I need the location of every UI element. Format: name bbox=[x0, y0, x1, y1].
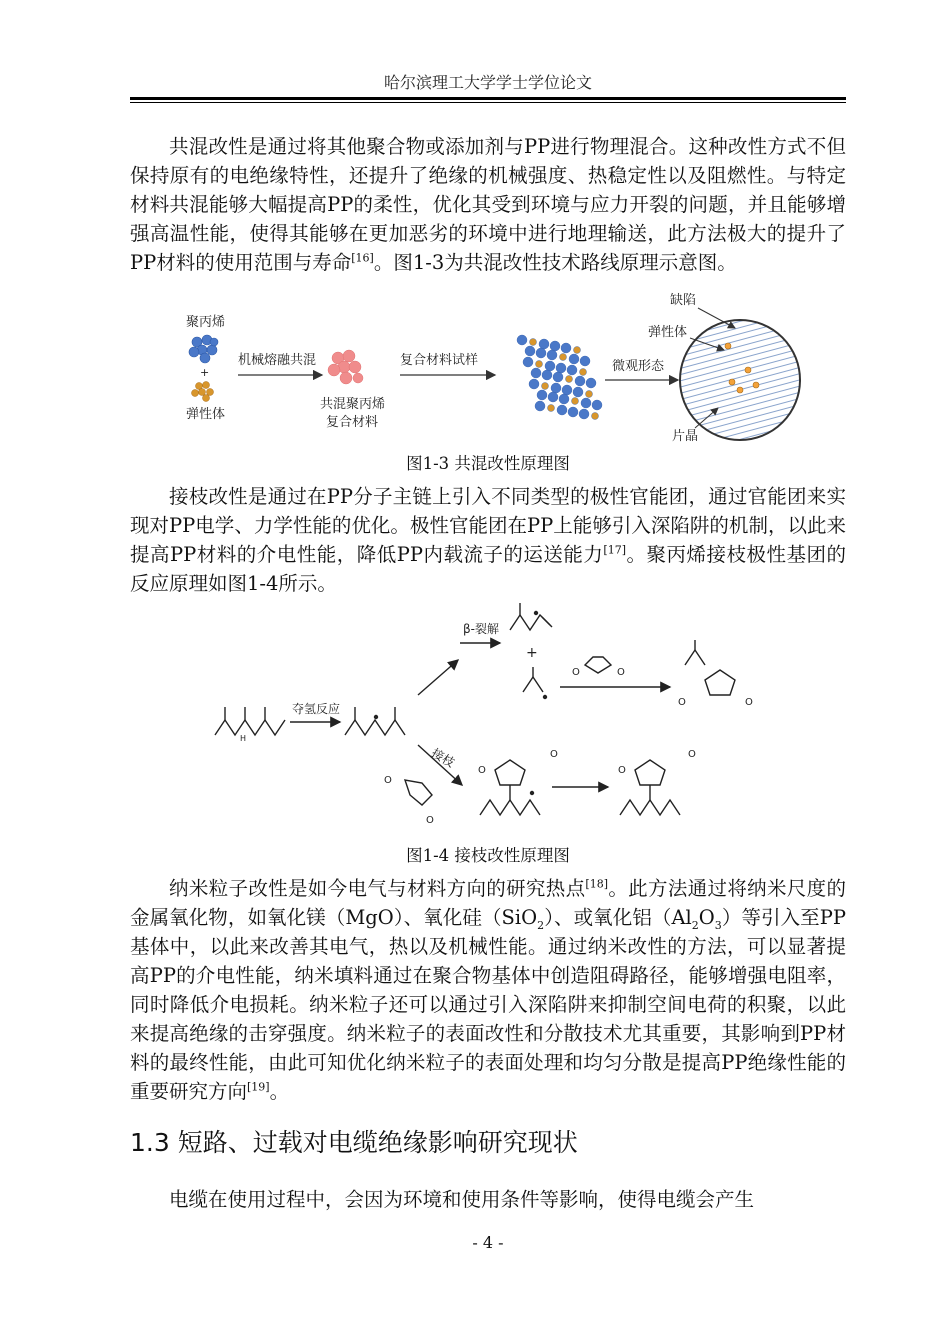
pp-particle bbox=[556, 363, 566, 373]
microstructure-circle bbox=[680, 320, 800, 440]
fragment-radical bbox=[544, 696, 547, 699]
label-oxygen: O bbox=[618, 765, 626, 776]
product-ring-top bbox=[705, 670, 735, 695]
paragraph-blending bbox=[130, 132, 846, 277]
subscript: 2 bbox=[537, 918, 545, 932]
pp-particle bbox=[545, 361, 555, 371]
paragraph-cable bbox=[130, 1185, 846, 1214]
elastomer-particle bbox=[560, 354, 567, 361]
label-oxygen: O bbox=[384, 775, 392, 786]
radical-fragment bbox=[523, 677, 543, 692]
paragraph-nanoparticle bbox=[130, 874, 846, 1106]
label-h-atom: H bbox=[240, 734, 247, 743]
paragraph-text: 。图1-3为共混改性技术路线原理示意图。 bbox=[373, 251, 737, 274]
pp-particle bbox=[561, 343, 571, 353]
pp-particle bbox=[592, 400, 602, 410]
label-oxygen: O bbox=[426, 815, 434, 826]
elastomer-particle-cluster bbox=[192, 382, 214, 402]
elastomer-particle bbox=[580, 369, 587, 376]
pp-particle bbox=[557, 405, 567, 415]
citation-ref: [19] bbox=[247, 1080, 270, 1094]
paragraph-text: ）、或氧化铝（Al bbox=[544, 906, 692, 929]
grafted-chain bbox=[480, 800, 540, 815]
paragraph-text: 。 bbox=[269, 1080, 290, 1103]
pp-particle bbox=[550, 341, 560, 351]
elastomer-particle bbox=[542, 383, 549, 390]
pp-particle bbox=[529, 379, 539, 389]
pp-particle bbox=[547, 350, 557, 360]
figure-grafting-diagram bbox=[200, 595, 780, 835]
pp-particle-cluster bbox=[189, 335, 218, 363]
elastomer-particle bbox=[572, 398, 579, 405]
pp-particle bbox=[575, 376, 585, 386]
label-oxygen: O bbox=[572, 667, 580, 678]
label-beta-scission: β-裂解 bbox=[463, 622, 499, 636]
elastomer-particle bbox=[592, 413, 599, 420]
label-oxygen: O bbox=[617, 667, 625, 678]
label-lamella: 片晶 bbox=[672, 429, 699, 444]
pp-particle bbox=[580, 356, 590, 366]
paragraph-text: O bbox=[698, 906, 715, 929]
elastomer-particle bbox=[530, 339, 537, 346]
label-h-abstraction: 夺氢反应 bbox=[292, 702, 341, 716]
blend-particle-cluster bbox=[328, 350, 363, 384]
pp-particle bbox=[568, 407, 578, 417]
pp-particle bbox=[537, 390, 547, 400]
paragraph-text: 纳米粒子改性是如今电气与材料方向的研究热点 bbox=[169, 877, 586, 900]
pp-particle bbox=[569, 354, 579, 364]
label-defect: 缺陷 bbox=[670, 293, 697, 308]
paragraph-text: ）等引入至PP基体中，以此来改善其电气，热以及机械性能。通过纳米改性的方法，可以显著提高PP的介电性能，纳米填料通过在聚合物基体中创造阻碍路径，能够增强电阻率，同时降低介电损耗。纳米粒子还可以通过引入深陷阱来抑制空间电荷的积聚，以此来提高绝缘的击穿强度。纳米粒子的表面改性和分散技术尤其重要，其影响到PP材料的最终性能，由此可知优化纳米粒子的表面处理和均匀分散是提高PP绝缘性能的重要研究方向 bbox=[130, 906, 846, 1103]
label-elastomer: 弹性体 bbox=[186, 407, 226, 422]
pp-particle bbox=[551, 383, 561, 393]
product-chain-top bbox=[685, 650, 705, 665]
maleic-anhydride-top bbox=[585, 657, 611, 673]
pp-particle bbox=[542, 370, 552, 380]
figure-blending-diagram bbox=[150, 290, 850, 450]
paragraph-grafting bbox=[130, 482, 846, 598]
label-melt-blending: 机械熔融共混 bbox=[238, 353, 317, 368]
elastomer-particle bbox=[574, 347, 581, 354]
label-oxygen: O bbox=[478, 765, 486, 776]
citation-ref: [16] bbox=[351, 251, 374, 265]
label-blend-composite-1: 共混聚丙烯 bbox=[320, 397, 386, 412]
label-oxygen: O bbox=[678, 697, 686, 708]
pp-particle bbox=[536, 348, 546, 358]
page-header: 哈尔滨理工大学学士学位论文 bbox=[383, 73, 592, 92]
figure-caption-1-3: 图1-3 共混改性原理图 bbox=[406, 454, 570, 473]
paragraph-text: 。聚丙烯接枝极性基团的反应原理如图1-4所示。 bbox=[130, 543, 846, 595]
header-rule-thin bbox=[130, 102, 846, 103]
label-microstructure: 微观形态 bbox=[612, 359, 665, 374]
paragraph-text: 共混改性是通过将其他聚合物或添加剂与PP进行物理混合。这种改性方式不但保持原有的电绝缘特性，还提升了绝缘的机械强度、热稳定性以及阻燃性。与特定材料共混能够大幅提高PP的柔性，优化其受到环境与应力开裂的问题，并且能够增强高温性能，使得其能够在更加恶劣的环境中进行地理输送，此方法极大的提升了PP材料的使用范围与寿命 bbox=[130, 135, 846, 274]
subscript: 2 bbox=[691, 918, 699, 932]
pp-particle bbox=[525, 346, 535, 356]
radical-dot bbox=[375, 716, 378, 719]
label-elastomer-micro: 弹性体 bbox=[648, 325, 688, 340]
grafted-ring bbox=[495, 760, 525, 785]
pp-particle bbox=[548, 392, 558, 402]
final-ring bbox=[635, 760, 665, 785]
label-plus: + bbox=[200, 366, 210, 379]
pp-particle bbox=[581, 398, 591, 408]
section-heading: 1.3 短路、过载对电缆绝缘影响研究现状 bbox=[130, 1128, 578, 1157]
label-plus-2: + bbox=[526, 645, 538, 661]
maleic-anhydride-bottom bbox=[405, 780, 432, 805]
pp-particle bbox=[539, 339, 549, 349]
pp-particle bbox=[553, 372, 563, 382]
citation-ref: [17] bbox=[603, 543, 627, 557]
pp-particle bbox=[562, 385, 572, 395]
label-oxygen: O bbox=[688, 749, 696, 760]
label-grafting: 接枝 bbox=[429, 745, 457, 770]
final-chain bbox=[620, 800, 680, 815]
paragraph-text: 接枝改性是通过在PP分子主链上引入不同类型的极性官能团，通过官能团来实现对PP电学、力学性能的优化。极性官能团在PP上能够引入深陷阱的机制，以此来提高PP材料的介电性能，降低PP内载流子的运送能力 bbox=[130, 485, 846, 566]
paragraph-text: 电缆在使用过程中，会因为环境和使用条件等影响，使得电缆会产生 bbox=[169, 1188, 755, 1211]
elastomer-particle bbox=[566, 376, 573, 383]
pp-particle bbox=[579, 409, 589, 419]
pp-particle bbox=[523, 357, 533, 367]
label-oxygen: O bbox=[745, 697, 753, 708]
pp-particle bbox=[559, 394, 569, 404]
pp-particle bbox=[573, 387, 583, 397]
radical-chain bbox=[345, 720, 405, 735]
label-composite-sample: 复合材料试样 bbox=[400, 353, 479, 368]
page-number: - 4 - bbox=[472, 1233, 504, 1252]
scission-double-bond bbox=[542, 617, 552, 627]
paragraph-text: 。此方法通过将纳米尺度的金属氧化物，如氧化镁（MgO）、氧化硅（SiO bbox=[130, 877, 846, 929]
scission-radical bbox=[535, 612, 538, 615]
pp-particle bbox=[586, 378, 596, 388]
elastomer-particle bbox=[548, 405, 555, 412]
pp-particle bbox=[567, 365, 577, 375]
elastomer-particle bbox=[536, 361, 543, 368]
header-rule-thick bbox=[130, 97, 846, 100]
elastomer-particle bbox=[586, 391, 593, 398]
label-blend-composite-2: 复合材料 bbox=[326, 415, 379, 430]
composite-sample-particles bbox=[517, 335, 602, 420]
label-oxygen: O bbox=[550, 749, 558, 760]
citation-ref: [18] bbox=[585, 877, 609, 891]
grafted-radical bbox=[531, 792, 534, 795]
subscript: 3 bbox=[714, 918, 722, 932]
label-polypropylene: 聚丙烯 bbox=[186, 315, 226, 330]
pp-particle bbox=[531, 368, 541, 378]
scission-product bbox=[510, 615, 550, 630]
figure-caption-1-4: 图1-4 接枝改性原理图 bbox=[406, 846, 570, 865]
pp-particle bbox=[517, 335, 527, 345]
pp-chain bbox=[215, 720, 285, 735]
pp-particle bbox=[535, 401, 545, 411]
arrow-up bbox=[418, 660, 458, 695]
